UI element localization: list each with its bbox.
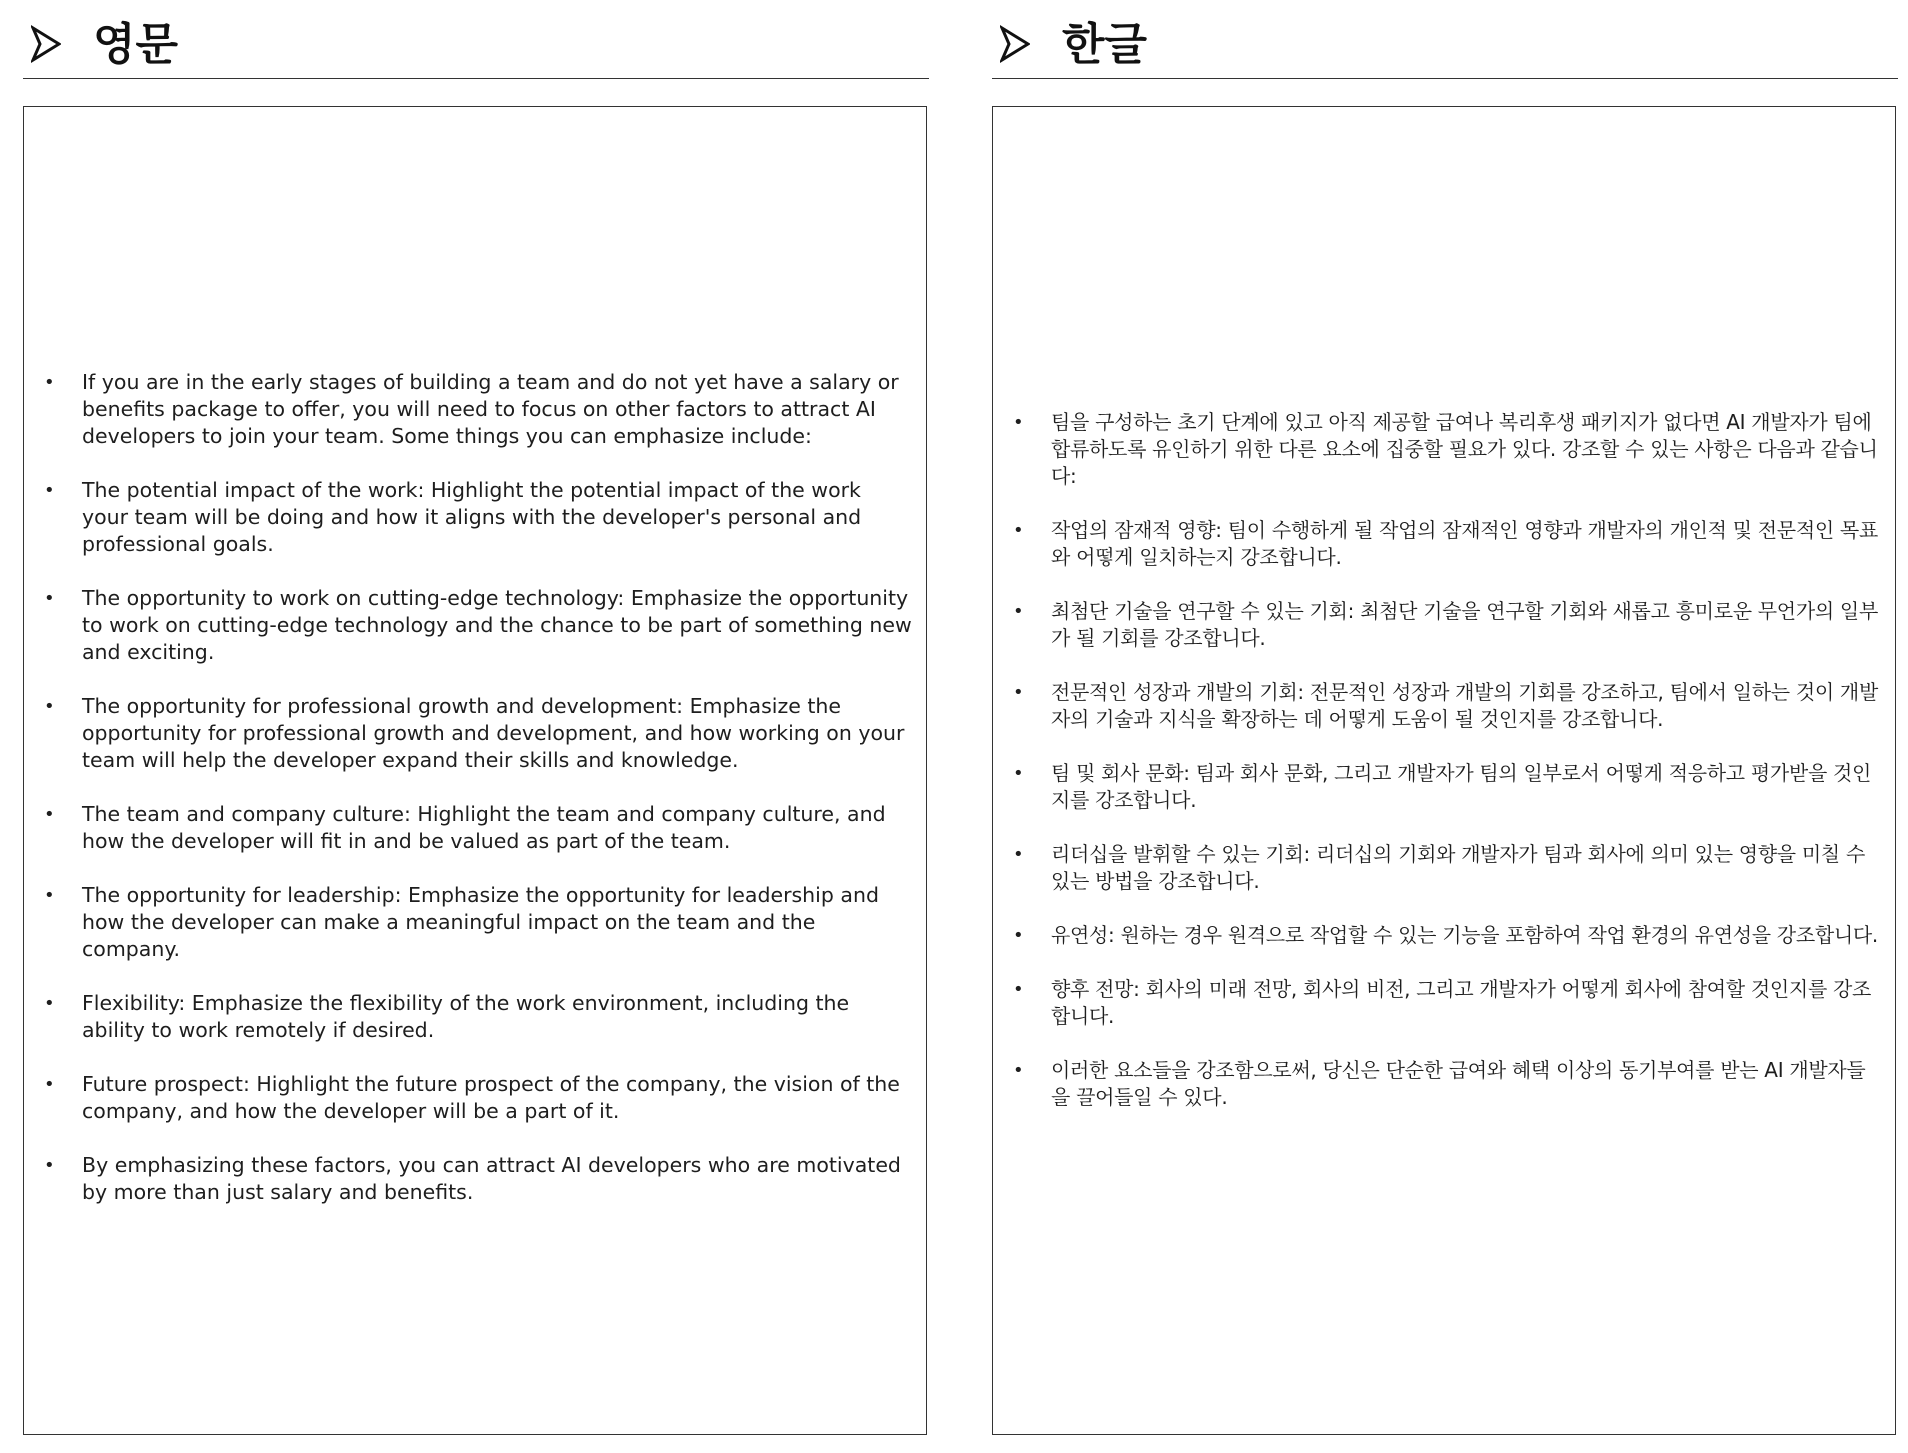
list-item — [1013, 598, 1881, 652]
list-item — [44, 693, 912, 774]
list-item — [44, 369, 912, 450]
bullet-text: 리더십을 발휘할 수 있는 기회: 리더십의 기회와 개발자가 팀과 회사에 의미 있는 영향을 미칠 수 있는 방법을 강조합니다. — [1051, 842, 1866, 893]
list-item — [1013, 1057, 1881, 1111]
list-item — [1013, 517, 1881, 571]
bullet-dot: • — [1013, 979, 1024, 1000]
bullet-dot: • — [44, 804, 55, 825]
list-item — [1013, 976, 1881, 1030]
list-item — [44, 1071, 912, 1125]
bullet-text: 최첨단 기술을 연구할 수 있는 기회: 최첨단 기술을 연구할 기회와 새롭고 흥미로운 무언가의 일부가 될 기회를 강조합니다. — [1051, 599, 1878, 650]
bullet-dot: • — [1013, 682, 1024, 703]
korean-heading-title: 한글 — [1062, 19, 1148, 70]
bullet-dot: • — [44, 1074, 55, 1095]
bullet-text: 향후 전망: 회사의 미래 전망, 회사의 비전, 그리고 개발자가 어떻게 회사에 참여할 것인지를 강조합니다. — [1051, 977, 1872, 1028]
bullet-text: 전문적인 성장과 개발의 기회: 전문적인 성장과 개발의 기회를 강조하고, 팀에서 일하는 것이 개발자의 기술과 지식을 확장하는 데 어떻게 도움이 될 것인지를 강조합니다. — [1051, 680, 1878, 731]
bullet-text: Future prospect: Highlight the future prospect of the company, the vision of the company, and how the developer will be a part of it. — [82, 1072, 900, 1123]
korean-panel — [992, 106, 1896, 1435]
list-item — [44, 801, 912, 855]
bullet-dot: • — [1013, 601, 1024, 622]
list-item — [1013, 679, 1881, 733]
bullet-dot: • — [44, 588, 55, 609]
bullet-dot: • — [44, 480, 55, 501]
bullet-dot: • — [44, 696, 55, 717]
list-item — [1013, 922, 1881, 949]
list-item — [44, 990, 912, 1044]
bullet-dot: • — [1013, 412, 1024, 433]
bullet-dot: • — [1013, 844, 1024, 865]
bullet-text: 작업의 잠재적 영향: 팀이 수행하게 될 작업의 잠재적인 영향과 개발자의 개인적 및 전문적인 목표와 어떻게 일치하는지 강조합니다. — [1051, 518, 1878, 569]
korean-heading — [992, 18, 1898, 79]
korean-bullet-list — [1013, 409, 1881, 1138]
english-heading — [23, 18, 929, 79]
bullet-text: Flexibility: Emphasize the flexibility of the work environment, including the ability to work remotely if desired. — [82, 991, 850, 1042]
list-item — [44, 585, 912, 666]
bullet-text: The opportunity for professional growth and development: Emphasize the opportunity for professional growth and development, and how working on your team will help the developer expand their skills and knowledge. — [82, 694, 905, 772]
bullet-dot: • — [1013, 925, 1024, 946]
bullet-dot: • — [44, 993, 55, 1014]
english-panel — [23, 106, 927, 1435]
bullet-dot: • — [44, 1155, 55, 1176]
list-item — [1013, 409, 1881, 490]
list-item — [1013, 760, 1881, 814]
list-item — [44, 1152, 912, 1206]
bullet-dot: • — [1013, 763, 1024, 784]
bullet-text: By emphasizing these factors, you can attract AI developers who are motivated by more than just salary and benefits. — [82, 1153, 901, 1204]
bullet-text: 팀을 구성하는 초기 단계에 있고 아직 제공할 급여나 복리후생 패키지가 없다면 AI 개발자가 팀에 합류하도록 유인하기 위한 다른 요소에 집중할 필요가 있다. 강조할 수 있는 사항은 다음과 같습니다: — [1051, 410, 1878, 488]
bullet-text: The team and company culture: Highlight the team and company culture, and how the developer will fit in and be valued as part of the team. — [82, 802, 886, 853]
bullet-text: The opportunity to work on cutting-edge technology: Emphasize the opportunity to work on cutting-edge technology and the chance to be part of something new and exciting. — [82, 586, 912, 664]
bullet-text: 이러한 요소들을 강조함으로써, 당신은 단순한 급여와 혜택 이상의 동기부여를 받는 AI 개발자들을 끌어들일 수 있다. — [1051, 1058, 1866, 1109]
bullet-text: 팀 및 회사 문화: 팀과 회사 문화, 그리고 개발자가 팀의 일부로서 어떻게 적응하고 평가받을 것인지를 강조합니다. — [1051, 761, 1872, 812]
list-item — [1013, 841, 1881, 895]
bullet-dot: • — [1013, 1060, 1024, 1081]
bullet-text: If you are in the early stages of building a team and do not yet have a salary or benefits package to offer, you will need to focus on other factors to attract AI developers to join your team. Some things you can emphasize include: — [82, 370, 899, 448]
bullet-dot: • — [1013, 520, 1024, 541]
english-bullet-list — [44, 369, 912, 1233]
list-item — [44, 882, 912, 963]
bullet-text: The opportunity for leadership: Emphasize the opportunity for leadership and how the developer can make a meaningful impact on the team and the company. — [82, 883, 879, 961]
list-item — [44, 477, 912, 558]
bullet-dot: • — [44, 372, 55, 393]
english-heading-title: 영문 — [93, 19, 179, 70]
bullet-text: 유연성: 원하는 경우 원격으로 작업할 수 있는 기능을 포함하여 작업 환경의 유연성을 강조합니다. — [1051, 923, 1878, 947]
arrowhead-icon — [31, 24, 61, 64]
arrowhead-icon — [1000, 24, 1030, 64]
bullet-dot: • — [44, 885, 55, 906]
bullet-text: The potential impact of the work: Highlight the potential impact of the work your team will be doing and how it aligns with the developer's personal and professional goals. — [82, 478, 862, 556]
